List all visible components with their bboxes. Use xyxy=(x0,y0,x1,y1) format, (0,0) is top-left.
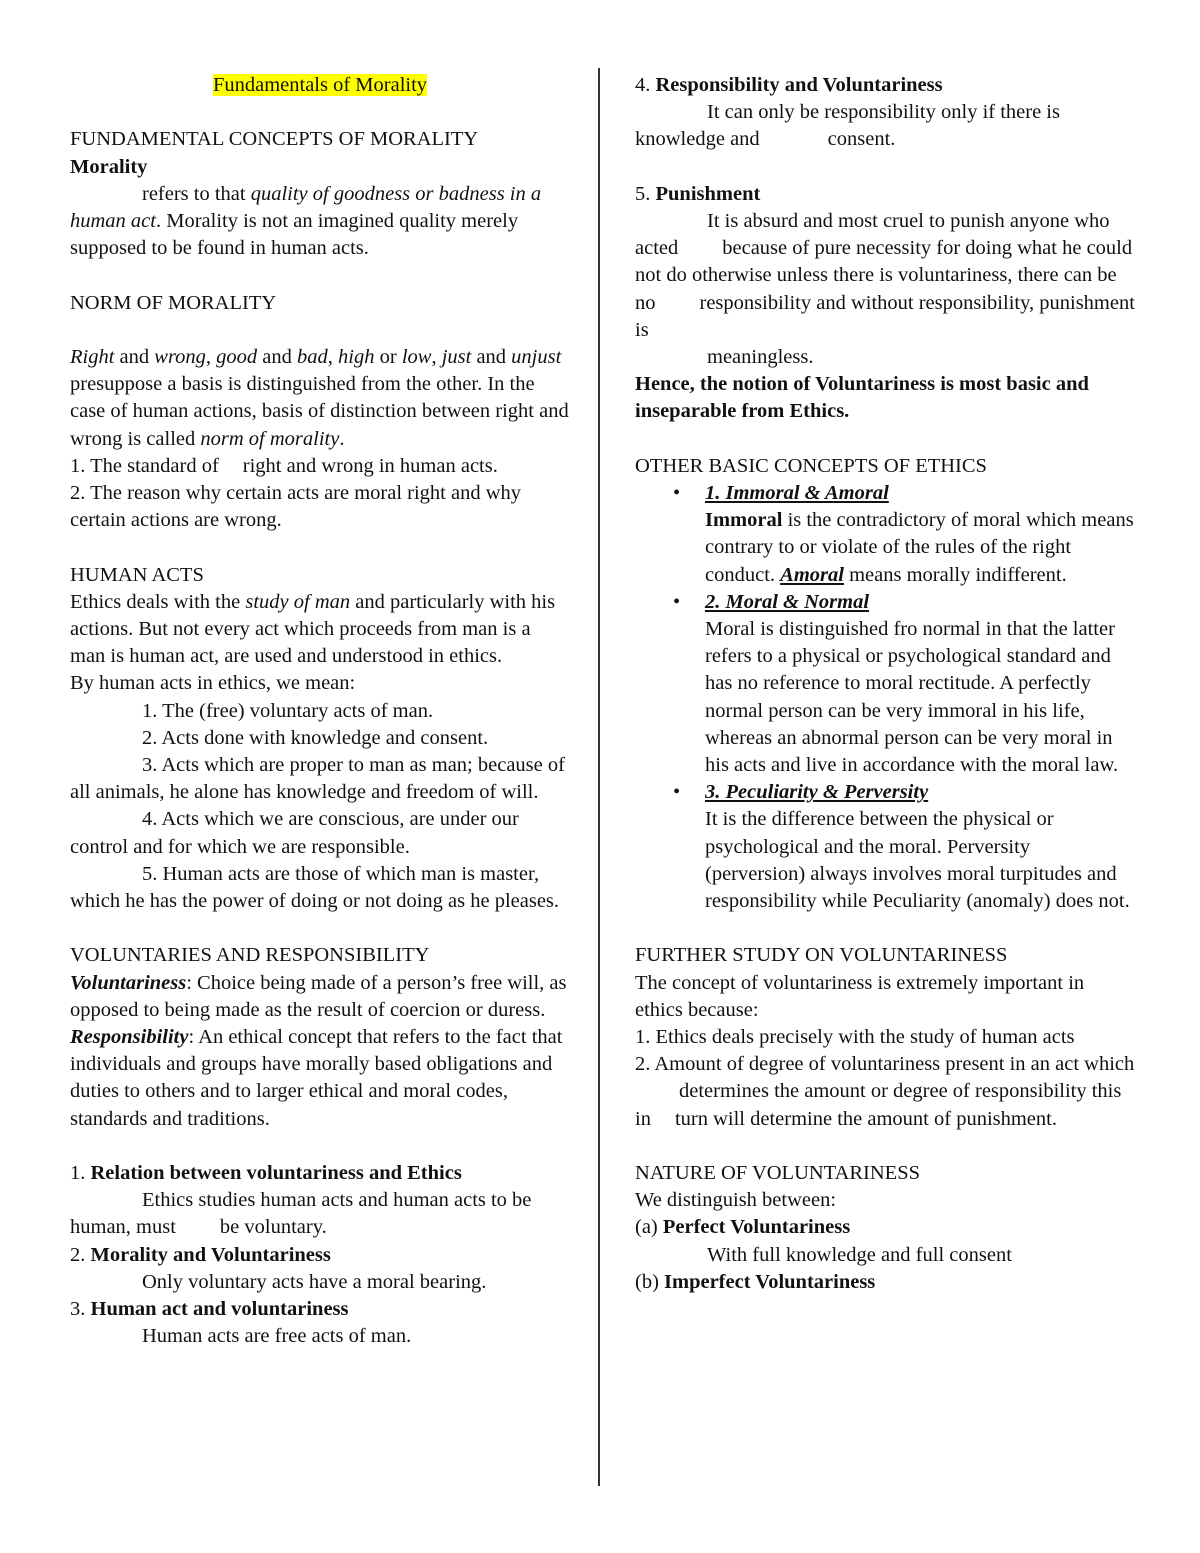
relation-5-body: It is absurd and most cruel to punish anyone who acted because of pure necessity for doing what he could not do otherwise unless there is voluntariness, there can be no responsibility and without responsibility, punishment is meaningless. xyxy=(635,210,1135,369)
human-acts-paragraph: Ethics deals with the study of man and particularly with his actions. But not every act which proceeds from man is a man is human act, are used and understood in ethics. xyxy=(70,590,556,668)
bullet-icon: • xyxy=(673,590,681,613)
concepts-list xyxy=(635,480,1135,915)
human-acts-item-2: 2. Acts done with knowledge and consent. xyxy=(142,726,489,749)
responsibility-definition: Responsibility: An ethical concept that refers to the fact that individuals and groups have morally based obligations and duties to others and to larger ethical and moral codes, standards and traditions. xyxy=(70,1026,563,1130)
human-acts-item-1: 1. The (free) voluntary acts of man. xyxy=(142,699,434,722)
heading-human-acts: HUMAN ACTS xyxy=(70,563,204,586)
term-morality: Morality xyxy=(70,155,148,178)
heading-further-study: FURTHER STUDY ON VOLUNTARINESS xyxy=(635,944,1008,967)
nature-a-body: With full knowledge and full consent xyxy=(707,1243,1012,1266)
column-divider xyxy=(598,68,600,1486)
human-acts-item-3: 3. Acts which are proper to man as man; because of all animals, he alone has knowledge and freedom of will. xyxy=(70,754,565,804)
concept-immoral-amoral: • 1. Immoral & Amoral Immoral is the contradictory of moral which means contrary to or violate of the rules of the right conduct. Amoral means morally indifferent. xyxy=(673,482,1134,586)
relation-1-title: 1. Relation between voluntariness and Ethics xyxy=(70,1162,462,1185)
heading-nature-of-voluntariness: NATURE OF VOLUNTARINESS xyxy=(635,1162,920,1185)
concept-moral-normal: • 2. Moral & Normal Moral is distinguished fro normal in that the latter refers to a physical or psychological standard and has no reference to moral rectitude. A perfectly normal person can be very immoral in his life, whereas an abnormal person can be very moral in his acts and live in accordance with the moral law. xyxy=(673,590,1119,777)
heading-other-basic-concepts: OTHER BASIC CONCEPTS OF ETHICS xyxy=(635,454,987,477)
bullet-icon: • xyxy=(673,781,681,804)
relation-2-title: 2. Morality and Voluntariness xyxy=(70,1243,331,1266)
human-acts-item-4: 4. Acts which we are conscious, are under our control and for which we are responsible. xyxy=(70,808,519,858)
bullet-icon: • xyxy=(673,482,681,505)
nature-a-title: (a) Perfect Voluntariness xyxy=(635,1216,851,1239)
left-column xyxy=(70,72,570,1350)
concept-peculiarity-perversity: • 3. Peculiarity & Perversity It is the difference between the physical or psychological and the moral. Perversity (perversion) always involves moral turpitudes and responsibility while Peculiarity (anomaly) does not. xyxy=(673,781,1130,913)
norm-item-1: 1. The standard of right and wrong in human acts. xyxy=(70,454,498,477)
nature-b-title: (b) Imperfect Voluntariness xyxy=(635,1270,876,1293)
further-paragraph: The concept of voluntariness is extremely important in ethics because: xyxy=(635,971,1085,1021)
relation-3-body: Human acts are free acts of man. xyxy=(142,1325,412,1348)
human-acts-item-5: 5. Human acts are those of which man is master, which he has the power of doing or not doing as he pleases. xyxy=(70,862,560,913)
relation-4-body: It can only be responsibility only if there is knowledge and consent. xyxy=(635,101,1060,151)
further-item-1: 1. Ethics deals precisely with the study of human acts xyxy=(635,1026,1075,1049)
document-title: Fundamentals of Morality xyxy=(212,74,428,96)
heading-fundamental-concepts: FUNDAMENTAL CONCEPTS OF MORALITY xyxy=(70,128,479,151)
right-column xyxy=(635,72,1135,1296)
human-acts-intro: By human acts in ethics, we mean: xyxy=(70,672,356,695)
norm-paragraph: Right and wrong, good and bad, high or low, just and unjust presuppose a basis is distinguished from the other. In the case of human actions, basis of distinction between right and wrong is called norm of morality. xyxy=(70,345,569,450)
relation-5-title: 5. Punishment xyxy=(635,182,761,205)
norm-item-2: 2. The reason why certain acts are moral right and why certain actions are wrong. xyxy=(70,482,522,532)
heading-voluntaries-responsibility: VOLUNTARIES AND RESPONSIBILITY xyxy=(70,944,430,967)
relation-4-title: 4. Responsibility and Voluntariness xyxy=(635,74,943,96)
relation-2-body: Only voluntary acts have a moral bearing. xyxy=(142,1270,487,1293)
morality-definition: refers to that quality of goodness or badness in a human act. Morality is not an imagined quality merely supposed to be found in human acts. xyxy=(70,182,542,260)
further-item-2: 2. Amount of degree of voluntariness present in an act whichdetermines the amount or degree of responsibility this in turn will determine the amount of punishment. xyxy=(635,1053,1135,1130)
relation-3-title: 3. Human act and voluntariness xyxy=(70,1298,349,1321)
nature-intro: We distinguish between: xyxy=(635,1189,837,1212)
relation-1-body: Ethics studies human acts and human acts to be human, must be voluntary. xyxy=(70,1189,532,1239)
voluntariness-definition: Voluntariness: Choice being made of a person’s free will, as opposed to being made as the result of coercion or duress. xyxy=(70,971,567,1021)
hence-statement: Hence, the notion of Voluntariness is most basic and inseparable from Ethics. xyxy=(635,373,1089,423)
heading-norm-of-morality: NORM OF MORALITY xyxy=(70,291,277,314)
